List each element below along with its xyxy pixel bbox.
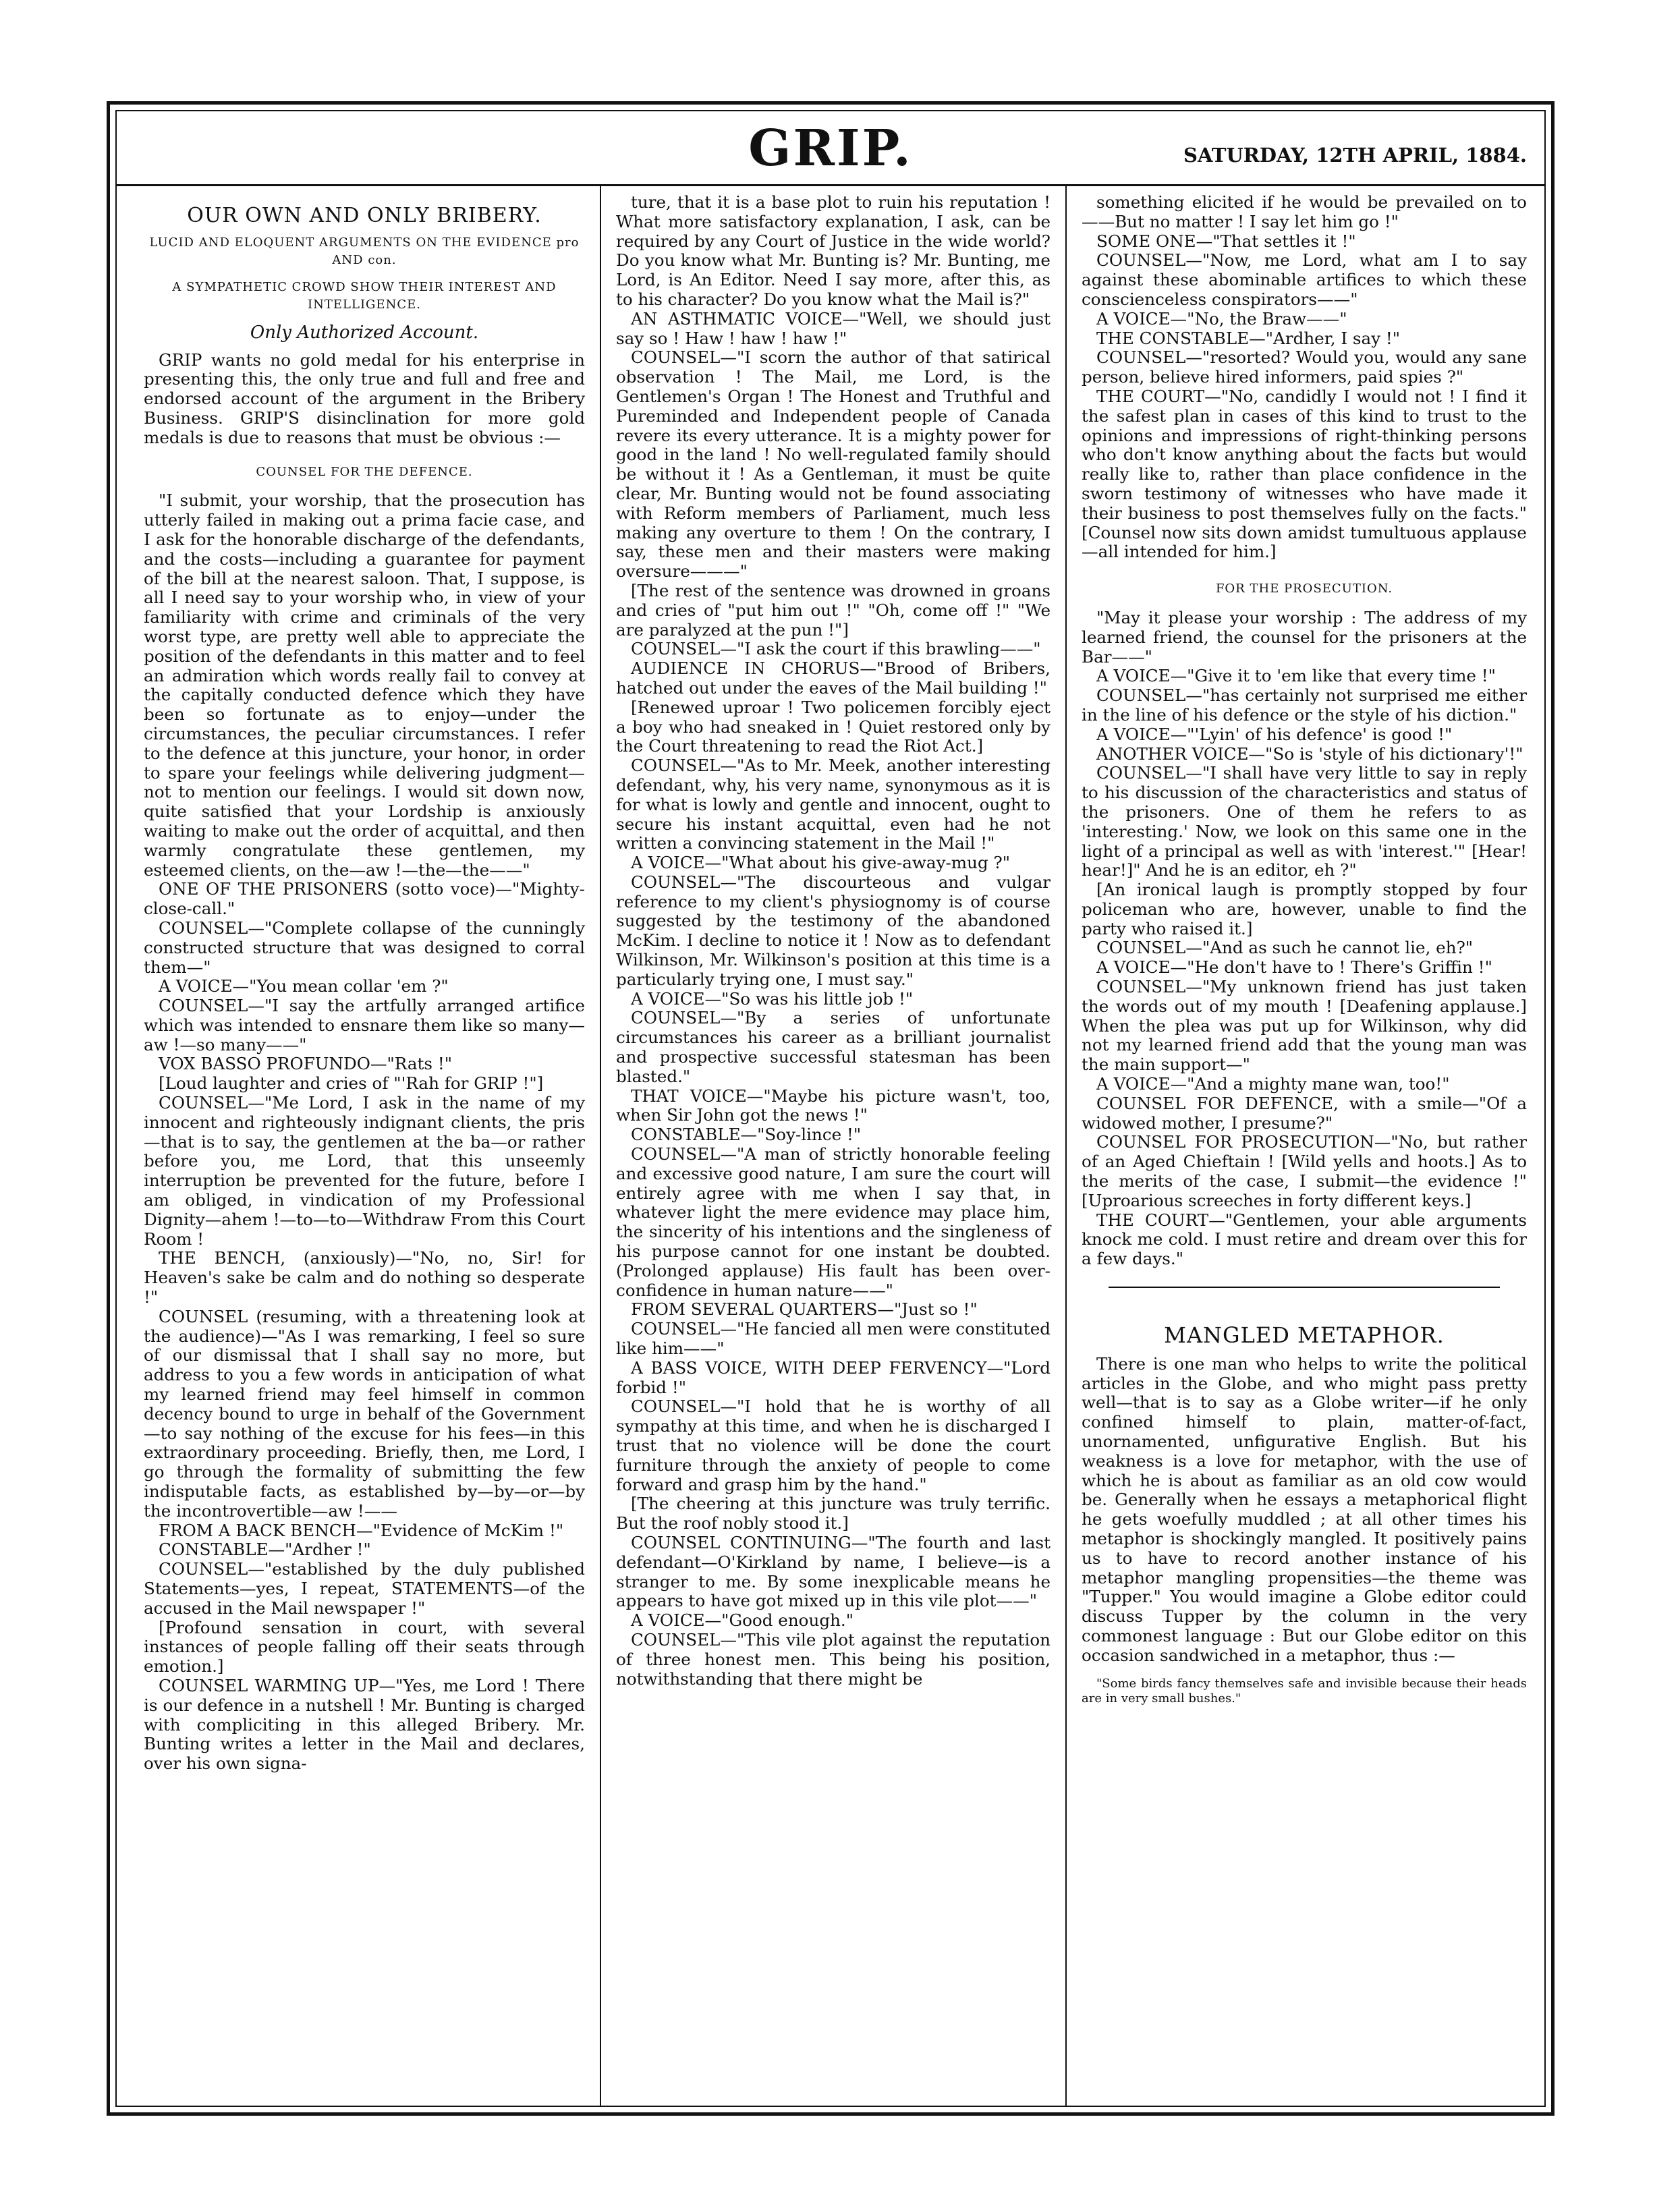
column-3 [1065, 186, 1554, 2106]
paragraph: A VOICE—"You mean collar 'em ?" [159, 976, 449, 996]
prosecution-body [1082, 609, 1527, 1269]
paragraph: COUNSEL—"I ask the court if this brawling——" [631, 639, 1041, 659]
paragraph: COUNSEL—"My unknown friend has just taken the words out of my mouth ! [Deafening applause.] When the plea was put up for Wilkinson, why did not my learned friend add that the young man was the main support—" [1082, 977, 1527, 1075]
paragraph: A BASS VOICE, WITH DEEP FERVENCY—"Lord forbid !" [616, 1357, 1051, 1397]
paragraph: something elicited if he would be prevailed on to——But no matter ! I say let him go !" [1082, 192, 1527, 231]
paragraph: FROM SEVERAL QUARTERS—"Just so !" [631, 1299, 978, 1320]
paragraph: ANOTHER VOICE—"So is 'style of his dictionary'!" [1096, 743, 1523, 764]
article-intro: GRIP wants no gold medal for his enterprise in presenting this, the only true and full and free and endorsed account of the argument in the Bribery Business. GRIP'S disinclination for more gold medals is due to reasons that must be obvious :— [144, 349, 585, 447]
paragraph: COUNSEL—"The discourteous and vulgar reference to my client's physiognomy is of course suggested by the testimony of the abandoned McKim. I decline to notice it ! Now as to defendant Wilkinson, Mr. Wilkinson's position at this time is a particularly trying one, I must say." [616, 872, 1051, 989]
paragraph: THE BENCH, (anxiously)—"No, no, Sir! for Heaven's sake be calm and do nothing so desperate !" [144, 1248, 585, 1307]
page-frame [107, 101, 1555, 2116]
paragraph: A VOICE—"Good enough." [631, 1610, 854, 1631]
paragraph: CONSTABLE—"Soy-lince !" [631, 1125, 862, 1145]
paragraph: COUNSEL—"By a series of unfortunate circumstances his career as a brilliant journalist and prospective successful statesman has been blasted." [616, 1008, 1051, 1086]
paragraph: A VOICE—"So was his little job !" [631, 988, 914, 1009]
paragraph: ONE OF THE PRISONERS (sotto voce)—"Mighty-close-call." [144, 879, 585, 919]
paragraph: THE COURT—"Gentlemen, your able arguments knock me cold. I must retire and dream over this for a few days." [1082, 1210, 1527, 1269]
article-2-quote: "Some birds fancy themselves safe and invisible because their heads are in very small bushes." [1082, 1676, 1527, 1706]
paragraph: COUNSEL FOR PROSECUTION—"No, but rather of an Aged Chieftain ! [Wild yells and hoots.] As to the merits of the case, I submit—the evidence !" [Uproarious screeches in forty different keys.] [1082, 1132, 1527, 1210]
paragraph: A VOICE—"He don't have to ! There's Griffin !" [1096, 957, 1492, 978]
paragraph: COUNSEL—"I scorn the author of that satirical observation ! The Mail, me Lord, is the Gentlemen's Organ ! The Honest and Truthful and Pureminded and Independent people of Canada revere its every utterance. It is a mighty power for good in the land ! No well-regulated family should be without it ! As a Gentleman, it must be quite clear, Mr. Bunting would not be found associating with Reform members of Parliament, much less making any overture to them ! On the contrary, I say, these men and their masters were making oversure———" [616, 347, 1051, 582]
article-subtitle: LUCID AND ELOQUENT ARGUMENTS ON THE EVIDENCE pro AND con. [149, 235, 580, 267]
column-2 [600, 186, 1065, 2106]
paragraph: "May it please your worship : The address of my learned friend, the counsel for the prisoners at the Bar——" [1082, 607, 1527, 667]
masthead-title: GRIP. [748, 119, 913, 177]
column-1-body [144, 491, 585, 1774]
paragraph: VOX BASSO PROFUNDO—"Rats !" [159, 1054, 453, 1074]
paragraph: [The cheering at this juncture was truly terrific. But the roof nobly stood it.] [616, 1494, 1051, 1533]
paragraph: COUNSEL—"A man of strictly honorable feeling and excessive good nature, I am sure the court will entirely agree with me when I say that, in whatever light the mere evidence may place him, the sincerity of his intentions and the singleness of his purpose cannot for one instant be doubted. (Prolonged applause) His fault has been over-confidence in human nature——" [616, 1144, 1051, 1300]
paragraph: THE COURT—"No, candidly I would not ! I find it the safest plan in cases of this kind to trust to the opinions and impressions of right-thinking persons who don't know anything about the facts but would really like to, rather than place confidence in the sworn testimony of witnesses who have made it their business to post themselves fully on the facts." [Counsel now sits down amidst tumultuous applause—all intended for him.] [1082, 386, 1527, 562]
columns [117, 186, 1544, 2106]
article-byline: Only Authorized Account. [250, 322, 479, 343]
paragraph: THE CONSTABLE—"Ardher, I say !" [1096, 328, 1401, 348]
paragraph: COUNSEL—"Complete collapse of the cunningly constructed structure that was designed to corral them—" [144, 918, 585, 977]
paragraph: COUNSEL—"established by the duly published Statements—yes, I repeat, STATEMENTS—of the accused in the Mail newspaper !" [144, 1559, 585, 1618]
masthead [117, 111, 1544, 186]
paragraph: [Loud laughter and cries of "'Rah for GRIP !"] [159, 1073, 544, 1094]
paragraph: A VOICE—"No, the Braw——" [1096, 308, 1347, 329]
paragraph: COUNSEL—"Me Lord, I ask in the name of my innocent and righteously indignant clients, the pris—that is to say, the gentlemen at the ba—or rather before you, me Lord, that this unseemly interruption be prevented for the future, before I am obliged, in vindication of my Professional Dignity—ahem !—to—to—Withdraw From this Court Room ! [144, 1093, 586, 1249]
paragraph: COUNSEL—"resorted? Would you, would any sane person, believe hired informers, paid spies ?" [1082, 347, 1527, 387]
paragraph: COUNSEL WARMING UP—"Yes, me Lord ! There is our defence in a nutshell ! Mr. Bunting is charged with compliciting in this alleged Bribery. Mr. Bunting writes a letter in the Mail and declares, over his own signa- [144, 1675, 585, 1774]
paragraph: ture, that it is a base plot to ruin his reputation ! What more satisfactory explanation, I ask, can be required by any Court of Justice in the wide world? Do you know what Mr. Bunting is? Mr. Bunting, me Lord, is An Editor. Need I say more, after this, as to his character? Do you know what the Mail is?" [616, 192, 1051, 309]
paragraph: [Renewed uproar ! Two policemen forcibly eject a boy who had sneaked in ! Quiet restored only by the Court threatening to read the Riot Act.] [616, 697, 1051, 756]
paragraph: AN ASTHMATIC VOICE—"Well, we should just say so ! Haw ! haw ! haw !" [616, 308, 1051, 348]
paragraph: COUNSEL (resuming, with a threatening look at the audience)—"As I was remarking, I feel so sure of our dismissal that I shall say no more, but address to you a few words in anticipation of what my learned friend may feel himself in common decency bound to urge in behalf of the Government—to say nothing of the excuse for his fees—in this extraordinary proceeding. Briefly, then, me Lord, I go through the formality of submitting the few indisputable facts, as established by—by—or—by the incontrovertible—aw !—— [144, 1306, 585, 1521]
article-2-title: MANGLED METAPHOR. [1164, 1322, 1445, 1349]
paragraph: A VOICE—"What about his give-away-mug ?" [631, 853, 1011, 873]
paragraph: COUNSEL—"And as such he cannot lie, eh?" [1096, 938, 1474, 958]
divider [1109, 1287, 1500, 1288]
paragraph: A VOICE—"'Lyin' of his defence' is good !" [1096, 724, 1453, 744]
article-title: OUR OWN AND ONLY BRIBERY. [187, 204, 542, 227]
paragraph: COUNSEL—"has certainly not surprised me either in the line of his defence or the style of his diction." [1082, 685, 1527, 725]
article-2-body: There is one man who helps to write the political articles in the Globe, and who might pass pretty well—that is to say as a Globe writer—if he only confined himself to plain, matter-of-fact, unornamented, unfigurative English. But his weakness is a love for metaphor, with the use of which he is about as familiar as an old cow would be. Generally when he essays a metaphorical flight he gets woefully muddled ; at all other times his metaphor is shockingly mangled. It positively pains us to have to record another instance of his metaphor mangling propensities—the theme was "Tupper." You would imagine a Globe editor could discuss Tupper by the column in the very commonest language : But our Globe editor on this occasion sandwiched in a metaphor, thus :— [1082, 1353, 1527, 1665]
section-heading-defence: COUNSEL FOR THE DEFENCE. [256, 464, 473, 479]
paragraph: [Profound sensation in court, with several instances of people falling off their seats through emotion.] [144, 1617, 585, 1677]
paragraph: COUNSEL CONTINUING—"The fourth and last defendant—O'Kirkland by name, I believe—is a stranger to me. By some inexplicable means he appears to have got mixed up in this vile plot——" [616, 1532, 1051, 1611]
paragraph: [The rest of the sentence was drowned in groans and cries of "put him out !" "Oh, come off !" "We are paralyzed at the pun !"] [616, 580, 1051, 640]
paragraph: A VOICE—"Give it to 'em like that every time !" [1096, 666, 1496, 686]
paragraph: COUNSEL—"As to Mr. Meek, another interesting defendant, why, his very name, synonymous as it is for what is lowly and gentle and innocent, ought to secure his instant acquittal, even had he not written a convincing statement in the Mail !" [616, 756, 1051, 853]
paragraph: COUNSEL—"I hold that he is worthy of all sympathy at this time, and when he is discharged I trust that no violence will be done the court furniture through the anxiety of people to come forward and grasp him by the hand." [616, 1397, 1051, 1494]
paragraph: SOME ONE—"That settles it !" [1096, 231, 1356, 251]
masthead-date: SATURDAY, 12TH APRIL, 1884. [1183, 144, 1527, 167]
paragraph: AUDIENCE IN CHORUS—"Brood of Bribers, hatched out under the eaves of the Mail building !" [616, 658, 1051, 698]
paragraph: COUNSEL—"This vile plot against the reputation of three honest men. This being his position, notwithstanding that there might be [616, 1629, 1051, 1689]
section-heading-prosecution: FOR THE PROSECUTION. [1215, 582, 1393, 596]
column-3-body [1082, 193, 1527, 562]
paragraph: COUNSEL FOR DEFENCE, with a smile—"Of a widowed mother, I presume?" [1082, 1093, 1527, 1133]
paragraph: CONSTABLE—"Ardher !" [159, 1540, 371, 1560]
paragraph: "I submit, your worship, that the prosecution has utterly failed in making out a prima facie case, and I ask for the honorable discharge of the defendants, and the costs—including a guarantee for payment of the bill at the nearest saloon. That, I suppose, is all I need say to your worship who, in view of your familiarity with crime and criminals of the very worst type, are pretty well able to appreciate the position of the defendants in this matter and to feel an admiration which words really fail to convey at the capitally conducted defence which they have been so fortunate as to enjoy—under the circumstances, the peculiar circumstances. I refer to the defence at this juncture, your honor, in order to spare your feelings while delivering judgment—not to mention our feelings. I would sit down now, quite satisfied that your Lordship is anxiously waiting to make out the order of acquittal, and then warmly congratulate these gentlemen, my esteemed clients, on the—aw !—the—the——" [144, 490, 585, 880]
page-frame-inner [115, 110, 1546, 2107]
paragraph: COUNSEL—"I say the artfully arranged artifice which was intended to ensnare them like so many—aw !—so many——" [144, 996, 585, 1054]
column-2-body [616, 193, 1051, 1689]
article-subtitle: A SYMPATHETIC CROWD SHOW THEIR INTEREST AND INTELLIGENCE. [172, 279, 557, 312]
paragraph: FROM A BACK BENCH—"Evidence of McKim !" [159, 1520, 564, 1540]
paragraph: [An ironical laugh is promptly stopped by four policeman who are, however, unable to find the party who raised it.] [1082, 880, 1527, 938]
paragraph: COUNSEL—"Now, me Lord, what am I to say against these abominable artifices to which these conscienceless conspirators——" [1082, 250, 1527, 309]
column-1 [117, 186, 600, 2106]
paragraph: A VOICE—"And a mighty mane wan, too!" [1096, 1074, 1450, 1094]
paragraph: THAT VOICE—"Maybe his picture wasn't, too, when Sir John got the news !" [616, 1086, 1051, 1125]
paragraph: COUNSEL—"I shall have very little to say in reply to his discussion of the characteristics and status of the prisoners. One of them he refers to as 'interesting.' Now, we look on this same one in the light of a principal as well as with 'interest.'" [Hear! hear!]" And he is an editor, eh ?" [1082, 763, 1527, 880]
paragraph: COUNSEL—"He fancied all men were constituted like him——" [616, 1319, 1051, 1359]
